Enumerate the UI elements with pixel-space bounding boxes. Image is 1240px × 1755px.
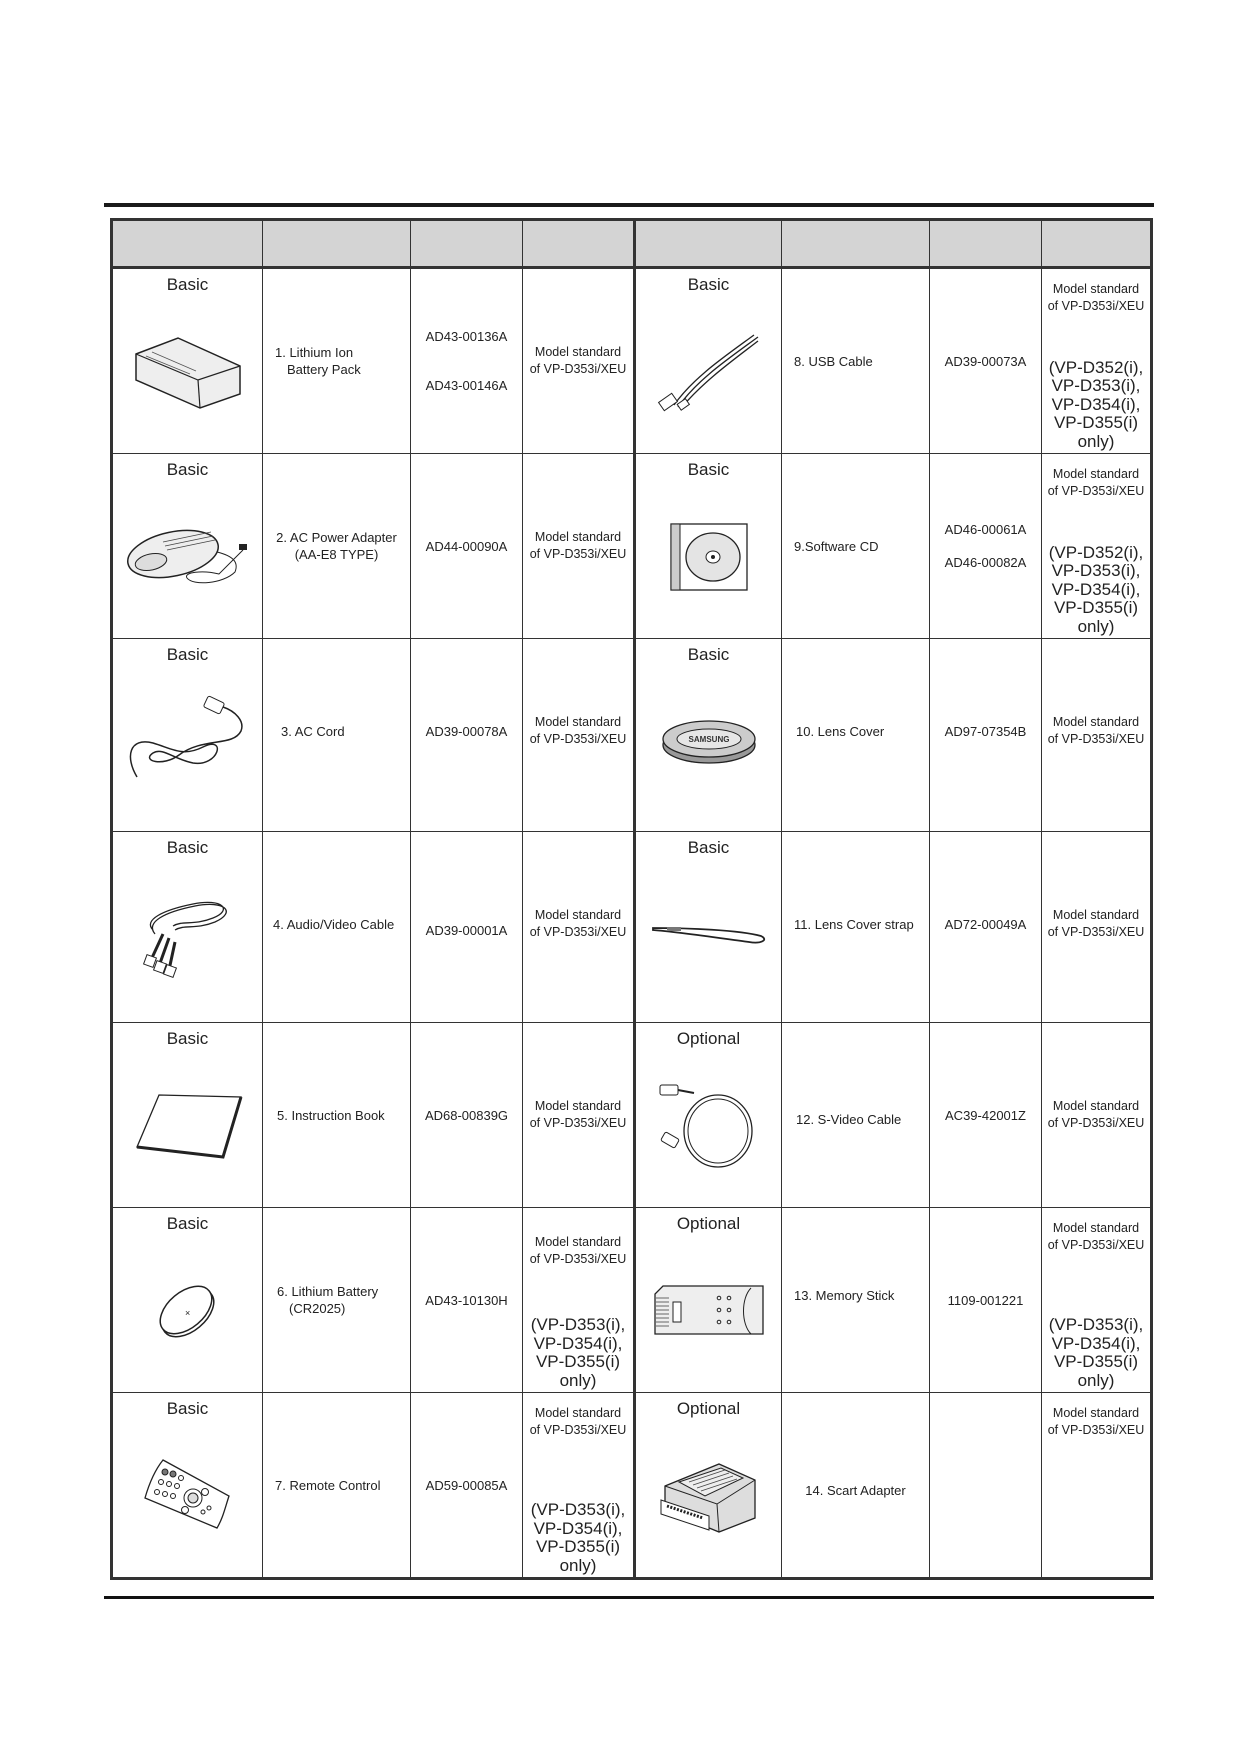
item-code-cell bbox=[411, 1208, 523, 1393]
scart-adapter-icon bbox=[636, 1441, 781, 1551]
item-name-cell bbox=[263, 639, 411, 832]
item-image-cell bbox=[112, 1393, 263, 1579]
instruction-book-icon bbox=[113, 1071, 262, 1181]
software-cd-icon bbox=[636, 502, 781, 612]
note-line: Model standard bbox=[1052, 1221, 1140, 1235]
item-name-cell bbox=[263, 832, 411, 1023]
item-name: 8. USB Cable bbox=[794, 353, 873, 369]
note-line: of VP-D353i/XEU bbox=[529, 925, 627, 939]
item-note-cell bbox=[523, 268, 635, 454]
item-name-cell bbox=[263, 1208, 411, 1393]
accessories-table bbox=[110, 218, 1153, 1580]
model-line: only) bbox=[1077, 616, 1115, 636]
item-code-cell bbox=[411, 268, 523, 454]
audio-video-cable-icon bbox=[113, 880, 262, 990]
note-line: Model standard bbox=[1052, 715, 1140, 729]
s-video-cable-icon bbox=[636, 1071, 781, 1181]
model-list bbox=[523, 1501, 633, 1575]
category-label: Optional bbox=[676, 1399, 741, 1418]
model-line: (VP-D352(i), bbox=[1048, 542, 1144, 562]
note-line: Model standard bbox=[534, 908, 622, 922]
model-list bbox=[1042, 544, 1150, 637]
item-image-cell bbox=[112, 268, 263, 454]
battery-pack-icon bbox=[113, 317, 262, 427]
item-image-cell bbox=[635, 1393, 782, 1579]
category-label: Basic bbox=[687, 645, 730, 664]
note-line: Model standard bbox=[534, 1406, 622, 1420]
model-line: only) bbox=[1077, 1370, 1115, 1390]
note-line: Model standard bbox=[1052, 467, 1140, 481]
item-code: AC39-42001Z bbox=[945, 1107, 1026, 1123]
note-line: of VP-D353i/XEU bbox=[1047, 484, 1145, 498]
category-label: Basic bbox=[166, 1399, 209, 1418]
header-code-left bbox=[411, 220, 523, 268]
item-code-cell bbox=[930, 639, 1042, 832]
item-image-cell bbox=[112, 454, 263, 639]
model-line: (VP-D352(i), bbox=[1048, 357, 1144, 377]
svg-text:×: × bbox=[184, 1308, 190, 1318]
item-image-cell bbox=[635, 1208, 782, 1393]
item-note-cell bbox=[1042, 1208, 1152, 1393]
header-note-left bbox=[523, 220, 635, 268]
item-name: 11. Lens Cover strap bbox=[794, 916, 914, 932]
item-image-cell bbox=[112, 1208, 263, 1393]
note-line: of VP-D353i/XEU bbox=[1047, 1423, 1145, 1437]
model-line: VP-D355(i) bbox=[1053, 598, 1139, 617]
note-line: of VP-D353i/XEU bbox=[1047, 299, 1145, 313]
item-code: AD46-00061A bbox=[944, 522, 1027, 537]
table-row bbox=[112, 1208, 1152, 1393]
ac-cord-icon bbox=[113, 687, 262, 797]
item-note-cell bbox=[523, 1208, 635, 1393]
category-label: Basic bbox=[687, 275, 730, 294]
model-line: VP-D355(i) bbox=[535, 1537, 621, 1556]
item-name-cell bbox=[263, 268, 411, 454]
model-list bbox=[523, 1316, 633, 1390]
category-label: Basic bbox=[166, 838, 209, 857]
item-name-cell bbox=[782, 1023, 930, 1208]
item-code-cell bbox=[930, 1208, 1042, 1393]
item-name-cell bbox=[782, 639, 930, 832]
item-name: 13. Memory Stick bbox=[794, 1287, 895, 1303]
item-name: 3. AC Cord bbox=[281, 723, 345, 739]
item-code: AD43-00146A bbox=[425, 378, 508, 393]
model-line: VP-D354(i), bbox=[533, 1518, 623, 1538]
item-name: 2. AC Power Adapter bbox=[276, 530, 397, 545]
item-note-cell bbox=[1042, 1393, 1152, 1579]
item-image-cell bbox=[635, 1023, 782, 1208]
item-note-cell bbox=[1042, 1023, 1152, 1208]
lens-cover-icon bbox=[636, 687, 781, 797]
item-name-cell bbox=[263, 454, 411, 639]
item-name-cell bbox=[782, 832, 930, 1023]
header-image-right bbox=[635, 220, 782, 268]
memory-stick-icon bbox=[636, 1256, 781, 1366]
note-line: of VP-D353i/XEU bbox=[529, 547, 627, 561]
item-name: 5. Instruction Book bbox=[277, 1107, 385, 1123]
note-line: of VP-D353i/XEU bbox=[529, 1116, 627, 1130]
item-name: 12. S-Video Cable bbox=[796, 1111, 902, 1127]
item-note-cell bbox=[523, 1393, 635, 1579]
note-line: of VP-D353i/XEU bbox=[529, 362, 627, 376]
category-label: Optional bbox=[676, 1214, 741, 1233]
item-code: AD59-00085A bbox=[425, 1477, 508, 1493]
model-line: VP-D353(i), bbox=[1051, 561, 1141, 580]
item-code: AD43-10130H bbox=[425, 1292, 508, 1308]
category-label: Basic bbox=[687, 838, 730, 857]
note-line: Model standard bbox=[1052, 1406, 1140, 1420]
category-label: Basic bbox=[166, 645, 209, 664]
bottom-rule bbox=[104, 1596, 1154, 1599]
item-note-cell bbox=[523, 832, 635, 1023]
ac-power-adapter-icon bbox=[113, 502, 262, 612]
item-name-cell bbox=[782, 1208, 930, 1393]
item-code: AD39-00073A bbox=[944, 353, 1027, 369]
item-code-cell bbox=[411, 639, 523, 832]
category-label: Basic bbox=[687, 460, 730, 479]
top-rule bbox=[104, 203, 1154, 207]
category-label: Basic bbox=[166, 275, 209, 294]
note-line: Model standard bbox=[534, 345, 622, 359]
header-note-right bbox=[1042, 220, 1152, 268]
model-line: VP-D355(i) bbox=[1053, 413, 1139, 432]
table-row bbox=[112, 268, 1152, 454]
item-name-line2: Battery Pack bbox=[287, 362, 361, 377]
item-name-line2: (AA-E8 TYPE) bbox=[294, 547, 379, 562]
item-code: AD97-07354B bbox=[944, 723, 1027, 739]
item-code-cell bbox=[930, 1023, 1042, 1208]
table-header-row bbox=[112, 220, 1152, 268]
item-image-cell bbox=[112, 832, 263, 1023]
table-row bbox=[112, 832, 1152, 1023]
table-row bbox=[112, 639, 1152, 832]
category-label: Basic bbox=[166, 1214, 209, 1233]
note-line: Model standard bbox=[534, 715, 622, 729]
note-line: Model standard bbox=[534, 1235, 622, 1249]
category-label: Basic bbox=[166, 460, 209, 479]
note-line: of VP-D353i/XEU bbox=[1047, 732, 1145, 746]
table-row bbox=[112, 1023, 1152, 1208]
item-name-line2: (CR2025) bbox=[289, 1301, 346, 1316]
item-image-cell bbox=[635, 832, 782, 1023]
item-name-cell bbox=[263, 1023, 411, 1208]
table-row bbox=[112, 1393, 1152, 1579]
note-line: of VP-D353i/XEU bbox=[529, 1423, 627, 1437]
item-code: AD39-00001A bbox=[425, 922, 508, 938]
model-line: VP-D354(i), bbox=[1051, 579, 1141, 599]
model-line: VP-D353(i), bbox=[1051, 376, 1141, 395]
item-name: 9.Software CD bbox=[794, 538, 879, 554]
item-note-cell bbox=[1042, 454, 1152, 639]
lithium-coin-battery-icon bbox=[113, 1256, 262, 1366]
item-code-cell bbox=[411, 1023, 523, 1208]
category-label: Optional bbox=[676, 1029, 741, 1048]
item-name-cell bbox=[782, 454, 930, 639]
model-line: VP-D354(i), bbox=[533, 1333, 623, 1353]
note-line: Model standard bbox=[1052, 282, 1140, 296]
item-name: 14. Scart Adapter bbox=[805, 1482, 906, 1498]
model-line: only) bbox=[1077, 431, 1115, 451]
model-line: (VP-D353(i), bbox=[1048, 1315, 1144, 1334]
item-note-cell bbox=[1042, 832, 1152, 1023]
item-code-cell bbox=[411, 454, 523, 639]
note-line: of VP-D353i/XEU bbox=[1047, 1238, 1145, 1252]
header-name-left bbox=[263, 220, 411, 268]
note-line: Model standard bbox=[1052, 908, 1140, 922]
item-code-cell bbox=[930, 832, 1042, 1023]
lens-cover-strap-icon bbox=[636, 880, 781, 990]
item-code-cell bbox=[930, 454, 1042, 639]
header-name-right bbox=[782, 220, 930, 268]
item-code: 1109-001221 bbox=[947, 1292, 1024, 1308]
item-code-cell bbox=[930, 1393, 1042, 1579]
item-code: AD68-00839G bbox=[424, 1107, 509, 1123]
item-name: 4. Audio/Video Cable bbox=[273, 916, 395, 932]
item-name: 7. Remote Control bbox=[275, 1477, 381, 1493]
item-note-cell bbox=[523, 1023, 635, 1208]
item-image-cell bbox=[112, 1023, 263, 1208]
item-image-cell bbox=[635, 268, 782, 454]
model-line: (VP-D353(i), bbox=[530, 1315, 626, 1334]
svg-text:SAMSUNG: SAMSUNG bbox=[688, 735, 729, 744]
item-code: AD43-00136A bbox=[425, 329, 508, 344]
item-name-cell bbox=[263, 1393, 411, 1579]
table-row bbox=[112, 454, 1152, 639]
model-list bbox=[1042, 1316, 1150, 1390]
item-name-cell bbox=[782, 268, 930, 454]
item-note-cell bbox=[523, 639, 635, 832]
model-line: VP-D354(i), bbox=[1051, 394, 1141, 414]
item-image-cell bbox=[635, 639, 782, 832]
item-code: AD44-00090A bbox=[425, 538, 508, 554]
model-line: (VP-D353(i), bbox=[530, 1500, 626, 1519]
header-image-left bbox=[112, 220, 263, 268]
item-note-cell bbox=[1042, 268, 1152, 454]
model-line: VP-D355(i) bbox=[535, 1352, 621, 1371]
item-code-cell bbox=[930, 268, 1042, 454]
model-line: VP-D355(i) bbox=[1053, 1352, 1139, 1371]
category-label: Basic bbox=[166, 1029, 209, 1048]
model-line: VP-D354(i), bbox=[1051, 1333, 1141, 1353]
item-code: AD39-00078A bbox=[425, 723, 508, 739]
note-line: of VP-D353i/XEU bbox=[529, 732, 627, 746]
usb-cable-icon bbox=[636, 317, 781, 427]
item-name: 10. Lens Cover bbox=[796, 723, 885, 739]
item-name: 6. Lithium Battery bbox=[277, 1284, 379, 1299]
model-line: only) bbox=[559, 1555, 597, 1575]
item-note-cell bbox=[1042, 639, 1152, 832]
note-line: Model standard bbox=[534, 530, 622, 544]
note-line: of VP-D353i/XEU bbox=[1047, 925, 1145, 939]
note-line: Model standard bbox=[1052, 1099, 1140, 1113]
item-image-cell bbox=[112, 639, 263, 832]
model-line: only) bbox=[559, 1370, 597, 1390]
item-name: 1. Lithium Ion bbox=[275, 345, 354, 360]
item-code: AD72-00049A bbox=[944, 916, 1027, 932]
note-line: of VP-D353i/XEU bbox=[529, 1252, 627, 1266]
item-code-cell bbox=[411, 1393, 523, 1579]
item-note-cell bbox=[523, 454, 635, 639]
header-code-right bbox=[930, 220, 1042, 268]
note-line: Model standard bbox=[534, 1099, 622, 1113]
model-list bbox=[1042, 359, 1150, 452]
item-code-cell bbox=[411, 832, 523, 1023]
item-code: AD46-00082A bbox=[944, 555, 1027, 570]
note-line: of VP-D353i/XEU bbox=[1047, 1116, 1145, 1130]
remote-control-icon bbox=[113, 1441, 262, 1551]
item-name-cell bbox=[782, 1393, 930, 1579]
item-image-cell bbox=[635, 454, 782, 639]
